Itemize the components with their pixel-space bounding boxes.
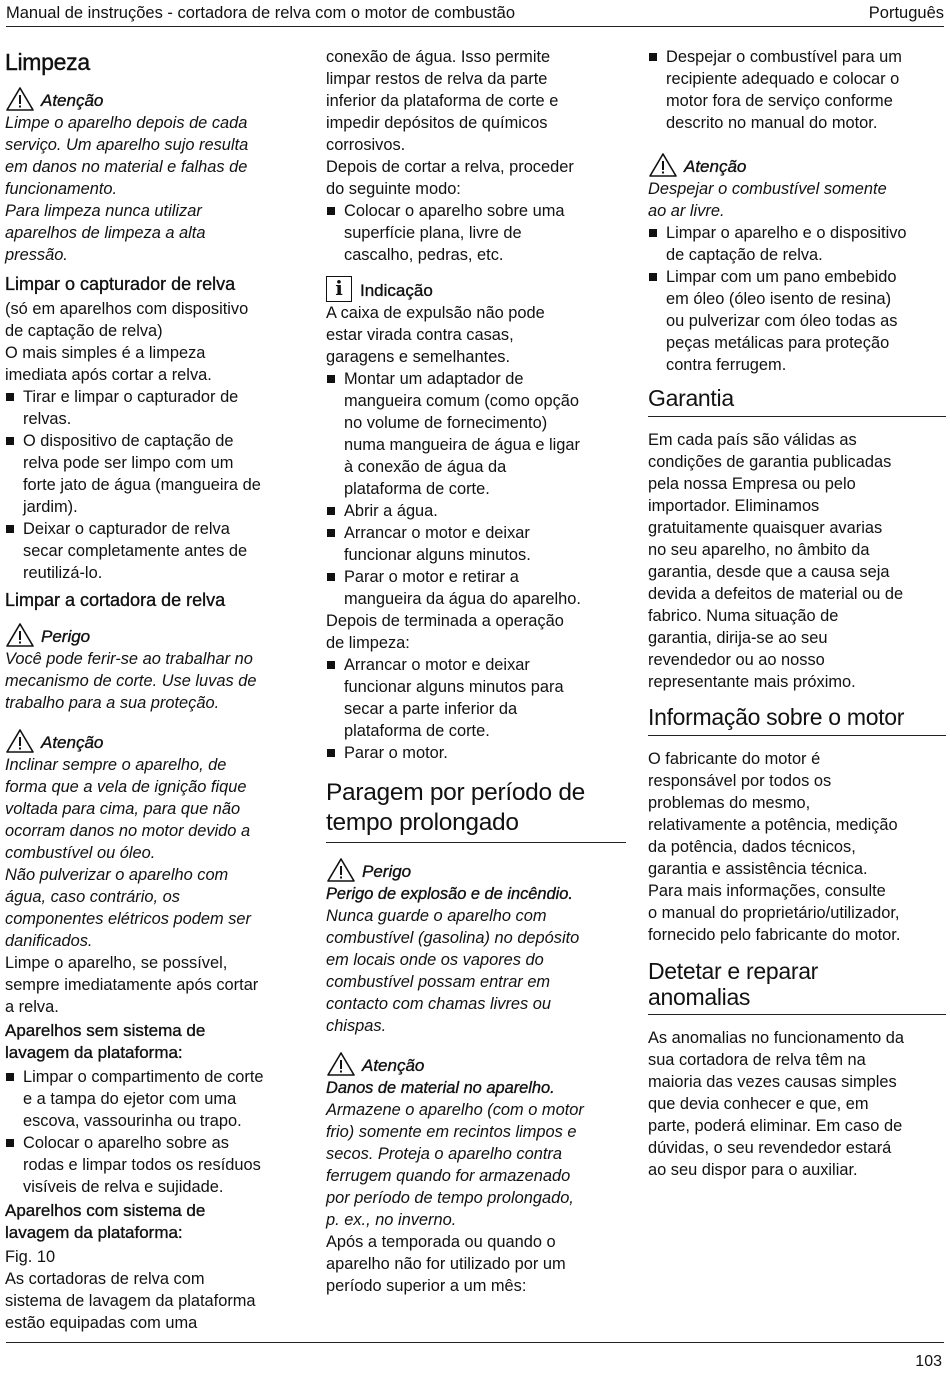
note-label: Indicação: [360, 281, 433, 300]
list-item: [326, 368, 626, 500]
column-3: [648, 46, 946, 1181]
list-item: [5, 1132, 305, 1198]
text-line: Parar o motor.: [344, 744, 448, 762]
text-line: fabrico. Numa situação de: [648, 607, 839, 625]
list-item: [326, 654, 626, 742]
text-line: sua cortadora de relva têm na: [648, 1051, 866, 1069]
page-number: 103: [915, 1353, 942, 1370]
text-line: Limpe o aparelho, se possível,: [5, 954, 228, 972]
warning-attention: [5, 86, 305, 112]
text-line: devida a defeitos de material ou de: [648, 585, 904, 603]
text-line: em óleo (óleo isento de resina): [666, 290, 892, 308]
list-item: [326, 742, 626, 764]
com-sistema-text: [5, 1246, 305, 1334]
warning-triangle-icon: [5, 728, 35, 754]
text-line: Arrancar o motor e deixar: [344, 524, 530, 542]
text-line: ou pulverizar com óleo todas as: [666, 312, 898, 330]
text-line: O fabricante do motor é: [648, 750, 821, 768]
text-line: do seguinte modo:: [326, 180, 461, 198]
text-line: de limpeza:: [326, 634, 410, 652]
text-line: cascalho, pedras, etc.: [344, 246, 504, 264]
warning-attention-4: [648, 152, 946, 178]
text-line: corrosivos.: [326, 136, 406, 154]
text-line: sistema de lavagem da plataforma: [5, 1292, 256, 1310]
warning-text: [5, 112, 305, 266]
list-item: [326, 522, 626, 566]
warning-danger-2: [326, 857, 626, 883]
text-line: serviço. Um aparelho sujo resulta: [5, 136, 249, 154]
text-line: Detetar e reparar: [648, 958, 819, 984]
text-line: mecanismo de corte. Use luvas de: [5, 672, 257, 690]
text-line: o manual do proprietário/utilizador,: [648, 904, 900, 922]
text-line: em danos no material e falhas de: [5, 158, 248, 176]
text-line: água, caso contrário, os: [5, 888, 180, 906]
garantia-text: [648, 429, 946, 693]
steps-list-1: [326, 200, 626, 266]
text-line: condições de garantia publicadas: [648, 453, 892, 471]
text-line: O mais simples é a limpeza: [5, 344, 206, 362]
text-line: da potência, dados técnicos,: [648, 838, 856, 856]
after-cleaning-text: [326, 610, 626, 654]
text-line: lavagem da plataforma:: [5, 1043, 183, 1062]
warning-triangle-icon: [326, 1051, 356, 1077]
warning-label: Atenção: [684, 157, 747, 176]
warning-triangle-icon: [5, 622, 35, 648]
text-line: ao seu dispor para o auxiliar.: [648, 1161, 858, 1179]
text-line: Deixar o capturador de relva: [23, 520, 230, 538]
danger-text-2: [326, 905, 626, 1037]
cleaning-text: [5, 952, 305, 1018]
text-line: aparelho não for utilizado por um: [326, 1255, 566, 1273]
text-line: Parar o motor e retirar a: [344, 568, 519, 586]
text-line: que devia conhecer e que, em: [648, 1095, 869, 1113]
text-line: componentes elétricos podem ser: [5, 910, 251, 928]
text-line: superfície plana, livre de: [344, 224, 522, 242]
text-line: Para mais informações, consulte: [648, 882, 886, 900]
text-line: maioria das vezes causas simples: [648, 1073, 897, 1091]
list-item: [648, 46, 946, 134]
warning-danger: [5, 622, 305, 648]
section-title-motor: Informação sobre o motor: [648, 703, 946, 736]
text-line: A caixa de expulsão não pode: [326, 304, 545, 322]
warning-triangle-icon: [648, 152, 678, 178]
text-line: ocorram danos no motor devido a: [5, 822, 251, 840]
warning-label: Perigo: [41, 627, 91, 646]
warning-label: Atenção: [362, 1056, 425, 1075]
text-line: relativamente a potência, medição: [648, 816, 898, 834]
text-line: estão equipadas com uma: [5, 1314, 198, 1332]
text-line: gratuitamente quaisquer avarias: [648, 519, 883, 537]
text-line: combustível (gasolina) no depósito: [326, 929, 580, 947]
text-line: Limpar o compartimento de corte: [23, 1068, 264, 1086]
text-line: relvas.: [23, 410, 72, 428]
text-line: período superior a um mês:: [326, 1277, 527, 1295]
com-sistema-text-cont: [326, 46, 626, 200]
text-line: de captação de relva.: [666, 246, 823, 264]
text-line: (só em aparelhos com dispositivo: [5, 300, 249, 318]
section-title-detetar: [648, 958, 946, 1015]
text-line: aparelhos de limpeza a alta: [5, 224, 206, 242]
text-line: à conexão de água da: [344, 458, 507, 476]
text-line: mangueira da água do aparelho.: [344, 590, 581, 608]
subsection-title-cortadora: Limpar a cortadora de relva: [5, 590, 226, 610]
warning-label: Atenção: [41, 733, 104, 752]
text-line: no volume de fornecimento): [344, 414, 548, 432]
list-item: [5, 430, 305, 518]
season-end-text: [326, 1231, 626, 1297]
text-line: de captação de relva): [5, 322, 163, 340]
text-line: Nunca guarde o aparelho com: [326, 907, 547, 925]
text-line: limpar restos de relva da parte: [326, 70, 548, 88]
text-line: funcionar alguns minutos para: [344, 678, 564, 696]
warning-label: Atenção: [41, 91, 104, 110]
column-1: [5, 46, 305, 1334]
text-line: revendedor ou ao nosso: [648, 651, 825, 669]
text-line: secos. Proteja o aparelho contra: [326, 1145, 562, 1163]
text-line: Aparelhos sem sistema de: [5, 1021, 206, 1040]
text-line: O dispositivo de captação de: [23, 432, 234, 450]
text-line: Colocar o aparelho sobre uma: [344, 202, 565, 220]
text-line: Depois de cortar a relva, proceder: [326, 158, 574, 176]
text-line: por período de tempo prolongado,: [326, 1189, 574, 1207]
attention-text-4: [648, 178, 946, 222]
subsection-title-com-sistema: [5, 1200, 305, 1244]
section-title-garantia: Garantia: [648, 384, 946, 417]
text-line: importador. Eliminamos: [648, 497, 820, 515]
text-line: Montar um adaptador de: [344, 370, 524, 388]
text-line: danificados.: [5, 932, 93, 950]
text-line: peças metálicas para proteção: [666, 334, 890, 352]
text-line: Armazene o aparelho (com o motor: [326, 1101, 584, 1119]
text-line: no seu aparelho, no âmbito da: [648, 541, 870, 559]
detetar-text: [648, 1027, 946, 1181]
list-item: [326, 200, 626, 266]
text-line: relva pode ser limpo com um: [23, 454, 234, 472]
text-line: combustível possam entrar em: [326, 973, 551, 991]
text-line: Limpar o aparelho e o dispositivo: [666, 224, 907, 242]
text-line: forte jato de água (mangueira de: [23, 476, 261, 494]
capturador-text: [5, 298, 305, 386]
text-line: motor fora de serviço conforme: [666, 92, 893, 110]
text-line: sempre imediatamente após cortar: [5, 976, 259, 994]
text-line: Despejar o combustível para um: [666, 48, 902, 66]
text-line: contacto com chamas livres ou: [326, 995, 552, 1013]
text-line: responsável por todos os: [648, 772, 832, 790]
text-line: Para limpeza nunca utilizar: [5, 202, 202, 220]
text-line: pela nossa Empresa ou pelo: [648, 475, 856, 493]
text-line: Despejar o combustível somente: [648, 180, 887, 198]
text-line: Abrir a água.: [344, 502, 438, 520]
list-item: [326, 500, 626, 522]
steps-list-2: [326, 368, 626, 610]
text-line: forma que a vela de ignição fique: [5, 778, 247, 796]
text-line: plataforma de corte.: [344, 480, 490, 498]
danger-text: [5, 648, 305, 714]
text-line: inferior da plataforma de corte e: [326, 92, 559, 110]
text-line: Aparelhos com sistema de: [5, 1201, 206, 1220]
section-title-paragem: [326, 778, 626, 843]
warning-triangle-icon: [326, 857, 356, 883]
text-line: estar virada contra casas,: [326, 326, 514, 344]
steps-list-3: [326, 654, 626, 764]
warning-label: Perigo: [362, 862, 412, 881]
text-line: numa mangueira de água e ligar: [344, 436, 580, 454]
text-line: As anomalias no funcionamento da: [648, 1029, 905, 1047]
text-line: escova, vassourinha ou trapo.: [23, 1112, 242, 1130]
text-line: plataforma de corte.: [344, 722, 490, 740]
text-line: garantia, dirija-se ao seu: [648, 629, 828, 647]
text-line: lavagem da plataforma:: [5, 1223, 183, 1242]
text-line: tempo prolongado: [326, 809, 519, 836]
attention-text-3: [326, 1099, 626, 1231]
text-line: p. ex., no inverno.: [326, 1211, 457, 1229]
text-line: conexão de água. Isso permite: [326, 48, 551, 66]
text-line: chispas.: [326, 1017, 387, 1035]
warning-attention-2: [5, 728, 305, 754]
text-line: ferrugem quando for armazenado: [326, 1167, 571, 1185]
attention-bold-text: Danos de material no aparelho.: [326, 1079, 555, 1097]
text-line: impedir depósitos de químicos: [326, 114, 548, 132]
text-line: visíveis de relva e sujidade.: [23, 1178, 224, 1196]
text-line: Em cada país são válidas as: [648, 431, 857, 449]
list-item: [648, 266, 946, 376]
text-line: Depois de terminada a operação: [326, 612, 564, 630]
text-line: representante mais próximo.: [648, 673, 856, 691]
text-line: Fig. 10: [5, 1248, 56, 1266]
text-line: imediata após cortar a relva.: [5, 366, 212, 384]
header-title: Manual de instruções - cortadora de relva com o motor de combustão: [6, 4, 516, 22]
text-line: combustível ou óleo.: [5, 844, 156, 862]
text-line: Limpar com um pano embebido: [666, 268, 897, 286]
subsection-title-capturador: Limpar o capturador de relva: [5, 274, 236, 294]
text-line: Arrancar o motor e deixar: [344, 656, 530, 674]
text-line: jardim).: [23, 498, 78, 516]
list-item: [5, 386, 305, 430]
text-line: garagens e semelhantes.: [326, 348, 511, 366]
warning-text-2: [5, 754, 305, 952]
text-line: secar completamente antes de: [23, 542, 248, 560]
text-line: Limpe o aparelho depois de cada: [5, 114, 248, 132]
text-line: garantia, desde que a causa seja: [648, 563, 890, 581]
list-item: [648, 222, 946, 266]
note-indicacao: [326, 276, 626, 302]
text-line: secar a parte inferior da: [344, 700, 518, 718]
text-line: funcionar alguns minutos.: [344, 546, 531, 564]
text-line: recipiente adequado e colocar o: [666, 70, 900, 88]
text-line: Após a temporada ou quando o: [326, 1233, 556, 1251]
text-line: fornecido pelo fabricante do motor.: [648, 926, 901, 944]
footer-rule: [6, 1342, 944, 1343]
sem-sistema-list: [5, 1066, 305, 1198]
text-line: problemas do mesmo,: [648, 794, 811, 812]
text-line: anomalias: [648, 984, 751, 1010]
text-line: garantia e assistência técnica.: [648, 860, 868, 878]
text-line: rodas e limpar todos os resíduos: [23, 1156, 261, 1174]
text-line: parte, poderá eliminar. Em caso de: [648, 1117, 903, 1135]
text-line: pressão.: [5, 246, 68, 264]
warning-attention-3: [326, 1051, 626, 1077]
header-language: Português: [868, 4, 944, 22]
text-line: Não pulverizar o aparelho com: [5, 866, 229, 884]
warning-triangle-icon: [5, 86, 35, 112]
section-title-limpeza: Limpeza: [5, 49, 90, 75]
note-text: [326, 302, 626, 368]
text-line: voltada para cima, para que não: [5, 800, 241, 818]
subsection-title-sem-sistema: [5, 1020, 305, 1064]
text-line: em locais onde os vapores do: [326, 951, 544, 969]
list-item: [5, 518, 305, 584]
text-line: Colocar o aparelho sobre as: [23, 1134, 229, 1152]
capturador-list: [5, 386, 305, 584]
text-line: a relva.: [5, 998, 59, 1016]
text-line: As cortadoras de relva com: [5, 1270, 205, 1288]
list-item: [5, 1066, 305, 1132]
text-line: frio) somente em recintos limpos e: [326, 1123, 577, 1141]
text-line: ao ar livre.: [648, 202, 725, 220]
text-line: reutilizá-lo.: [23, 564, 103, 582]
motor-text: [648, 748, 946, 946]
page-header: [6, 2, 944, 27]
text-line: Você pode ferir-se ao trabalhar no: [5, 650, 253, 668]
info-icon: i: [326, 276, 352, 302]
text-line: Paragem por período de: [326, 779, 585, 806]
text-line: dúvidas, o seu revendedor estará: [648, 1139, 892, 1157]
text-line: contra ferrugem.: [666, 356, 787, 374]
text-line: mangueira comum (como opção: [344, 392, 580, 410]
text-line: e a tampa do ejetor com uma: [23, 1090, 237, 1108]
danger-bold-text: Perigo de explosão e de incêndio.: [326, 885, 573, 903]
text-line: Tirar e limpar o capturador de: [23, 388, 239, 406]
text-line: Inclinar sempre o aparelho, de: [5, 756, 227, 774]
list-item: [326, 566, 626, 610]
storage-list-1: [648, 46, 946, 134]
storage-list-2: [648, 222, 946, 376]
text-line: trabalho para a sua proteção.: [5, 694, 220, 712]
column-2: [326, 46, 626, 1297]
text-line: descrito no manual do motor.: [666, 114, 878, 132]
text-line: funcionamento.: [5, 180, 118, 198]
